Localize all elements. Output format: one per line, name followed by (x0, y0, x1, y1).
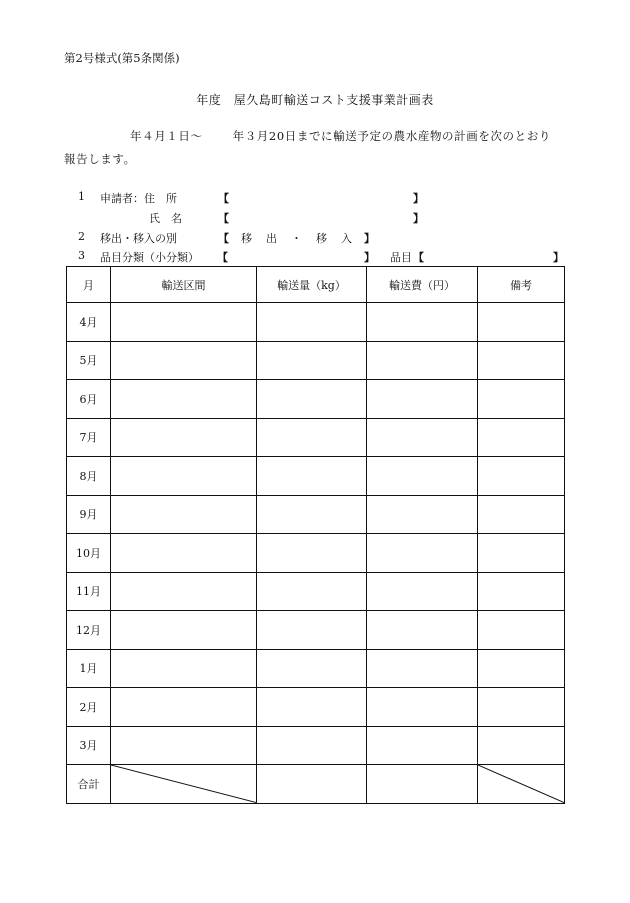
item-number-1: 1 (78, 190, 85, 203)
route-cell[interactable] (111, 688, 257, 727)
volume-cell[interactable] (257, 534, 367, 573)
remarks-cell[interactable] (478, 726, 565, 765)
volume-cell[interactable] (257, 611, 367, 650)
table-row (67, 457, 565, 496)
item-bracket-close: 】 (553, 251, 564, 264)
io-bracket-close: 】 (364, 232, 375, 245)
item-label: 品目 (390, 251, 412, 264)
volume-cell[interactable] (257, 495, 367, 534)
io-label: 移出・移入の別 (100, 232, 177, 245)
route-cell[interactable] (111, 649, 257, 688)
cost-cell[interactable] (367, 303, 478, 342)
header-remarks: 備考 (478, 267, 565, 303)
remarks-cell[interactable] (478, 418, 565, 457)
month-cell: 2月 (67, 688, 111, 727)
route-cell[interactable] (111, 726, 257, 765)
total-cost-cell[interactable] (367, 765, 478, 804)
address-bracket-open: 【 (218, 192, 229, 205)
volume-cell[interactable] (257, 341, 367, 380)
cost-cell[interactable] (367, 726, 478, 765)
month-cell: 8月 (67, 457, 111, 496)
route-cell[interactable] (111, 380, 257, 419)
volume-cell[interactable] (257, 380, 367, 419)
applicant-address-label: 申請者：住 所 (100, 192, 177, 205)
volume-cell[interactable] (257, 457, 367, 496)
month-cell: 3月 (67, 726, 111, 765)
total-volume-cell[interactable] (257, 765, 367, 804)
category-label: 品目分類（小分類） (100, 251, 199, 264)
name-label: 氏 名 (149, 212, 182, 225)
intro-part-a: 年４月１日～ (130, 129, 203, 143)
cost-cell[interactable] (367, 418, 478, 457)
table-row (67, 341, 565, 380)
cost-cell[interactable] (367, 688, 478, 727)
month-cell: 7月 (67, 418, 111, 457)
total-route-cell (111, 765, 257, 804)
volume-cell[interactable] (257, 649, 367, 688)
table-row (67, 572, 565, 611)
month-cell: 10月 (67, 534, 111, 573)
intro-line-1 (130, 128, 551, 144)
route-cell[interactable] (111, 572, 257, 611)
document-title: 年度 屋久島町輸送コスト支援事業計画表 (196, 93, 434, 107)
route-cell[interactable] (111, 611, 257, 650)
remarks-cell[interactable] (478, 341, 565, 380)
table-row (67, 303, 565, 342)
remarks-cell[interactable] (478, 457, 565, 496)
cost-cell[interactable] (367, 534, 478, 573)
table-row (67, 380, 565, 419)
volume-cell[interactable] (257, 572, 367, 611)
remarks-cell[interactable] (478, 534, 565, 573)
header-cost: 輸送費（円） (367, 267, 478, 303)
cost-cell[interactable] (367, 611, 478, 650)
form-number: 第2号様式(第5条関係) (64, 51, 180, 65)
month-cell: 12月 (67, 611, 111, 650)
volume-cell[interactable] (257, 688, 367, 727)
table-row (67, 495, 565, 534)
remarks-cell[interactable] (478, 649, 565, 688)
volume-cell[interactable] (257, 726, 367, 765)
category-bracket-close: 】 (364, 251, 375, 264)
header-volume: 輸送量（kg） (257, 267, 367, 303)
table-header-row (67, 267, 565, 303)
remarks-cell[interactable] (478, 380, 565, 419)
intro-part-b: 年３月20日までに輸送予定の農水産物の計画を次のとおり (232, 129, 551, 143)
route-cell[interactable] (111, 303, 257, 342)
table-row (67, 534, 565, 573)
item-number-3: 3 (78, 249, 85, 262)
cost-cell[interactable] (367, 341, 478, 380)
month-cell: 11月 (67, 572, 111, 611)
table-row (67, 726, 565, 765)
cost-cell[interactable] (367, 649, 478, 688)
item-number-2: 2 (78, 230, 85, 243)
total-label: 合計 (67, 765, 111, 804)
route-cell[interactable] (111, 534, 257, 573)
transport-plan-table (66, 266, 565, 804)
io-bracket-open: 【 (218, 232, 229, 245)
remarks-cell[interactable] (478, 572, 565, 611)
intro-line-2: 報告します。 (64, 152, 136, 166)
month-cell: 5月 (67, 341, 111, 380)
address-bracket-close: 】 (413, 192, 424, 205)
table-row (67, 418, 565, 457)
io-options: 移出・移入 (241, 232, 366, 245)
total-remarks-cell (478, 765, 565, 804)
table-row (67, 611, 565, 650)
item-bracket-open: 【 (413, 251, 424, 264)
remarks-cell[interactable] (478, 303, 565, 342)
volume-cell[interactable] (257, 418, 367, 457)
route-cell[interactable] (111, 341, 257, 380)
header-route: 輸送区間 (111, 267, 257, 303)
cost-cell[interactable] (367, 572, 478, 611)
diagonal-line (478, 765, 564, 803)
remarks-cell[interactable] (478, 688, 565, 727)
total-row (67, 765, 565, 804)
table-row (67, 649, 565, 688)
header-month: 月 (67, 267, 111, 303)
month-cell: 4月 (67, 303, 111, 342)
cost-cell[interactable] (367, 495, 478, 534)
remarks-cell[interactable] (478, 611, 565, 650)
route-cell[interactable] (111, 418, 257, 457)
month-cell: 6月 (67, 380, 111, 419)
volume-cell[interactable] (257, 303, 367, 342)
cost-cell[interactable] (367, 380, 478, 419)
route-cell[interactable] (111, 457, 257, 496)
month-cell: 1月 (67, 649, 111, 688)
cost-cell[interactable] (367, 457, 478, 496)
name-bracket-open: 【 (218, 212, 229, 225)
category-bracket-open: 【 (217, 251, 228, 264)
remarks-cell[interactable] (478, 495, 565, 534)
month-cell: 9月 (67, 495, 111, 534)
route-cell[interactable] (111, 495, 257, 534)
table-row (67, 688, 565, 727)
name-bracket-close: 】 (413, 212, 424, 225)
diagonal-line (111, 765, 256, 803)
